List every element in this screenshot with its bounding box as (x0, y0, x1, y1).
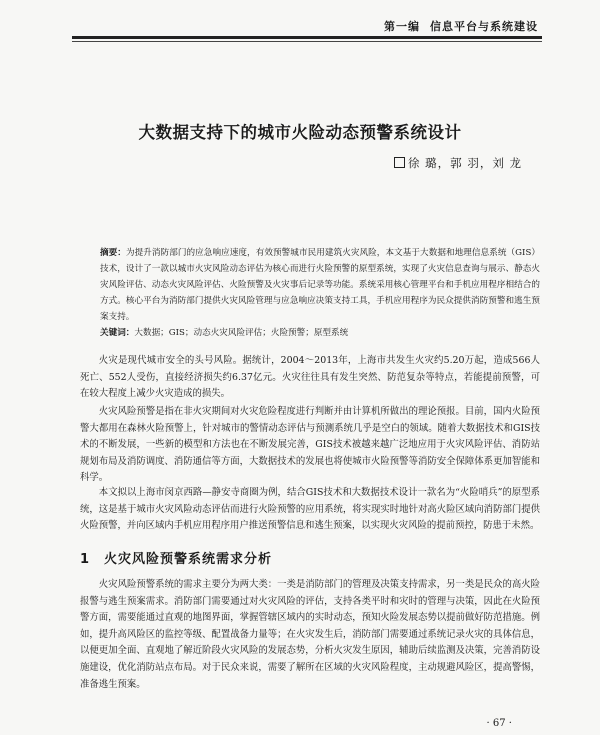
header-rule-thin (72, 41, 542, 42)
body-paragraph: 火灾是现代城市安全的头号风险。据统计，2004～2013年，上海市共发生火灾约5.20万起，造成566人死亡、552人受伤，直接经济损失约6.37亿元。火灾往往具有发生突然、防范复杂等特点，若能提前预警，可在较大程度上减少火灾造成的损失。 (80, 355, 540, 400)
article-title: 大数据支持下的城市火险动态预警系统设计 (138, 123, 462, 142)
body-paragraph: 火灾风险预警系统的需求主要分为两大类：一类是消防部门的管理及决策支持需求，另一类是民众的高火险报警与逃生预案需求。消防部门需要通过对火灾风险的评估，支持各类平时和灾时的管理与决策，因此在火险预警方面，需要能通过直观的地图界面，掌握管辖区域内的实时动态，预知火险发展态势以提前做好防范措施。例如，提升高风险区的监控等级、配置战备力量等；在火灾发生后，消防部门需要通过系统记录火灾的具体信息，以便更加全面、直观地了解近阶段火灾风险的发展态势，分析火灾发生原因，辅助后续监测及决策，完善消防设施建设，优化消防站点布局。对于民众来说，需要了解所在区域的火灾风险程度，主动规避风险区，提高警惕，准备逃生预案。 (80, 579, 540, 690)
running-head-part: 第一编 (384, 20, 420, 33)
author-box-icon (394, 157, 405, 168)
abstract (100, 245, 540, 325)
running-head-section: 信息平台与系统建设 (430, 20, 538, 33)
section-number: 1 (80, 552, 91, 567)
authors: 徐 璐，郭 羽，刘 龙 (408, 156, 522, 170)
section-title: 火灾风险预警系统需求分析 (104, 552, 273, 567)
keywords-text: 大数据；GIS；动态火灾风险评估；火险预警；原型系统 (134, 328, 349, 338)
abstract-text: 为提升消防部门的应急响应速度，有效预警城市民用建筑火灾风险，本文基于大数据和地理信息系统（GIS）技术，设计了一款以城市火灾风险动态评估为核心而进行火险预警的原型系统，实现了火灾信息查询与展示、静态火灾风险评估、动态火灾风险评估、火险预警及火灾事后记录等功能。系统采用核心管理平台和手机应用程序相结合的方式。核心平台为消防部门提供火灾风险管理与应急响应决策支持工具，手机应用程序为民众提供消防预警和逃生预案支持。 (100, 248, 540, 322)
keywords-label: 关键词： (100, 328, 135, 338)
authors-line (394, 155, 522, 171)
abstract-label: 摘要： (100, 248, 126, 258)
section-heading (80, 548, 272, 567)
header-rule (72, 36, 542, 39)
keywords (100, 325, 540, 341)
body-paragraph: 火灾风险预警是指在非火灾期间对火灾危险程度进行判断并由计算机所做出的理论预报。目前，国内火险预警大都用在森林火险预警上，针对城市的警情动态评估与预测系统几乎是空白的领域。随着大数据技术和GIS技术的不断发展，一些新的模型和方法也在不断发展完善，GIS技术被越来越广泛地应用于火灾风险评估、消防站规划布局及消防调度、消防通信等方面，大数据技术的发展也将使城市火险预警等消防安全保障体系更加智能和科学。 (80, 406, 540, 484)
running-head (384, 18, 538, 34)
page-number: · 67 · (486, 718, 512, 729)
body-paragraph: 本文拟以上海市闵京西路—静安寺商圈为例，结合GIS技术和大数据技术设计一款名为“火险哨兵”的原型系统，这是基于城市火灾风险动态评估而进行火险预警的应用系统，将实现实时地针对高火险区域向消防部门提供火险预警，并向区域内手机应用程序用户推送预警信息和逃生预案，以实现火灾风险的提前预控，防患于未然。 (80, 487, 540, 532)
